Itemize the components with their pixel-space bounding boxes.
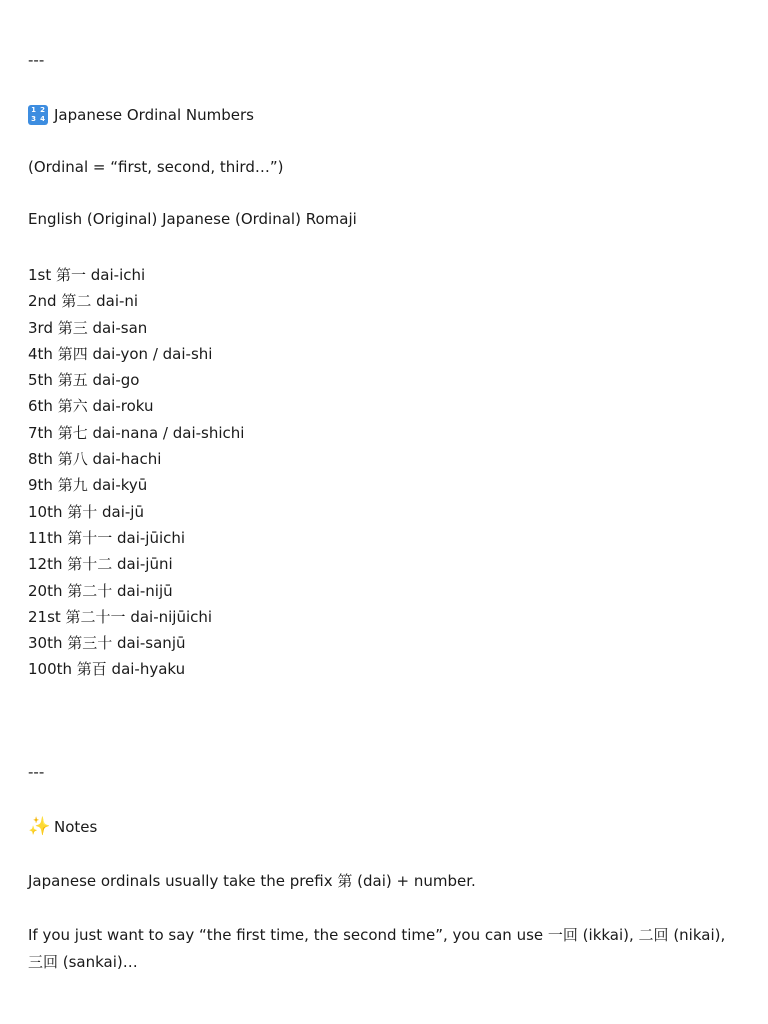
list-item: 11th 第十一 dai-jūichi (28, 528, 186, 547)
list-item: 1st 第一 dai-ichi (28, 266, 146, 284)
list-item: 30th 第三十 dai-sanjū (28, 634, 186, 653)
list-item: 9th 第九 dai-kyū (28, 476, 148, 495)
icon-digit: 4 (40, 115, 45, 123)
section-title (28, 105, 254, 125)
sparkles-icon: ✨ (28, 816, 51, 837)
list-item: 4th 第四 dai-yon / dai-shi (28, 344, 213, 363)
list-item: 21st 第二十一 dai-nijūichi (28, 607, 213, 626)
list-item: 12th 第十二 dai-jūni (28, 555, 173, 574)
icon-digit: 1 (31, 106, 36, 114)
subtitle: (Ordinal = “first, second, third…”) (28, 158, 284, 176)
list-item: 7th 第七 dai-nana / dai-shichi (28, 423, 245, 442)
section-title-text: Japanese Ordinal Numbers (54, 106, 254, 124)
divider-top: --- (28, 51, 45, 69)
notes-title-text: Notes (54, 818, 98, 836)
list-item: 3rd 第三 dai-san (28, 318, 148, 337)
list-item: 10th 第十 dai-jū (28, 502, 144, 521)
note-prefix: Japanese ordinals usually take the prefix 第 (dai) + number. (28, 872, 476, 890)
ordinal-list (28, 262, 244, 683)
list-item: 2nd 第二 dai-ni (28, 292, 139, 311)
list-item: 5th 第五 dai-go (28, 371, 140, 390)
divider-bottom: --- (28, 763, 45, 781)
table-header: English (Original) Japanese (Ordinal) Romaji (28, 210, 357, 228)
list-item: 6th 第六 dai-roku (28, 397, 154, 416)
icon-digit: 3 (31, 115, 36, 123)
list-item: 8th 第八 dai-hachi (28, 450, 162, 469)
note-counter: If you just want to say “the first time, the second time”, you can use 一回 (ikkai), 二回 (nikai), 三回 (sankai)… (28, 926, 726, 971)
list-item: 100th 第百 dai-hyaku (28, 660, 186, 679)
icon-digit: 2 (40, 106, 45, 114)
list-item: 20th 第二十 dai-nijū (28, 581, 173, 600)
notes-heading (28, 817, 97, 837)
input-numbers-icon (28, 105, 48, 125)
